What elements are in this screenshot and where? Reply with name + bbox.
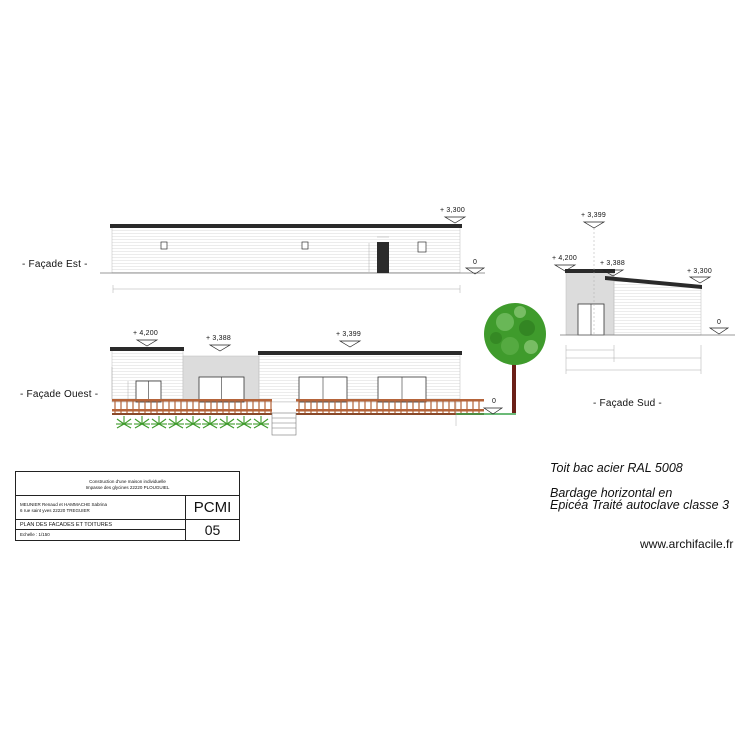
ouest-bay-window bbox=[378, 377, 426, 402]
sud-ground-marker bbox=[710, 328, 728, 334]
facade-ouest bbox=[110, 303, 546, 435]
sheet-number: 05 bbox=[204, 522, 221, 538]
ouest-window-left bbox=[136, 381, 161, 402]
facade-est bbox=[100, 217, 485, 293]
facade-ouest-title: - Façade Ouest - bbox=[20, 389, 99, 400]
sud-level-center: + 3,399 bbox=[581, 212, 606, 219]
ouest-roof-left bbox=[110, 347, 184, 351]
scale-cell bbox=[16, 530, 186, 540]
sud-level-right: + 3,300 bbox=[687, 268, 712, 275]
est-window bbox=[161, 242, 167, 249]
est-roof bbox=[110, 224, 462, 228]
ouest-level-right: + 3,399 bbox=[336, 331, 361, 338]
facade-sud-title: - Façade Sud - bbox=[593, 398, 662, 409]
ouest-level-marker-left bbox=[137, 340, 157, 346]
watermark: www.archifacile.fr bbox=[640, 537, 734, 551]
est-level-top: + 3,300 bbox=[440, 207, 465, 214]
sheet-title: PLAN DES FACADES ET TOITURES bbox=[20, 522, 112, 528]
est-window bbox=[418, 242, 426, 252]
facade-sud bbox=[555, 222, 735, 374]
project-line1: Construction d'une maison individuelle bbox=[89, 479, 166, 484]
sheet-title-cell bbox=[16, 520, 186, 530]
cladding-note-line2: Epicéa Traité autoclave classe 3 bbox=[550, 498, 730, 512]
ouest-level-left: + 4,200 bbox=[133, 330, 158, 337]
doc-code: PCMI bbox=[186, 496, 239, 520]
owner-line2: 6 rue saint yves 22220 TREGUIER bbox=[20, 508, 90, 513]
project-line2: Impasse des glycines 22220 PLOUGUIEL bbox=[85, 485, 170, 490]
est-level-marker bbox=[445, 217, 465, 223]
ouest-terrace-left bbox=[112, 399, 272, 415]
ouest-roof-right bbox=[258, 351, 462, 355]
sud-wall-right bbox=[614, 281, 701, 335]
ouest-level-mid: + 3,388 bbox=[206, 335, 231, 342]
sud-level-marker-right bbox=[690, 277, 710, 283]
cladding-note-line1: Bardage horizontal en bbox=[550, 486, 673, 500]
ouest-block-right bbox=[259, 354, 460, 402]
scale: Echelle : 1/150 bbox=[20, 532, 50, 537]
title-block-owner bbox=[16, 496, 186, 520]
tree bbox=[484, 303, 546, 413]
ouest-bay-window bbox=[299, 377, 347, 402]
ouest-steps bbox=[272, 413, 296, 435]
title-block-project bbox=[16, 472, 239, 496]
ouest-level-marker-mid bbox=[210, 345, 230, 351]
est-wall bbox=[112, 227, 460, 273]
sud-level-mid: + 3,388 bbox=[600, 260, 625, 267]
ouest-level-ground: 0 bbox=[492, 398, 497, 405]
sud-level-left: + 4,200 bbox=[552, 255, 577, 262]
ouest-bay-window bbox=[199, 377, 244, 402]
roof-note: Toit bac acier RAL 5008 bbox=[550, 461, 683, 475]
sud-level-marker-center bbox=[584, 222, 604, 228]
est-level-ground: 0 bbox=[473, 259, 478, 266]
sud-window bbox=[578, 304, 604, 335]
facade-est-title: - Façade Est - bbox=[22, 259, 88, 270]
ouest-shrubs bbox=[116, 416, 269, 428]
ouest-ground-marker bbox=[484, 408, 502, 414]
title-block bbox=[15, 471, 240, 541]
owner-line1: MEUNIER Renaud et HAMMACHE Sabrina bbox=[20, 502, 108, 507]
est-door bbox=[377, 242, 389, 273]
est-window bbox=[302, 242, 308, 249]
sud-level-ground: 0 bbox=[717, 319, 722, 326]
ouest-level-marker-right bbox=[340, 341, 360, 347]
